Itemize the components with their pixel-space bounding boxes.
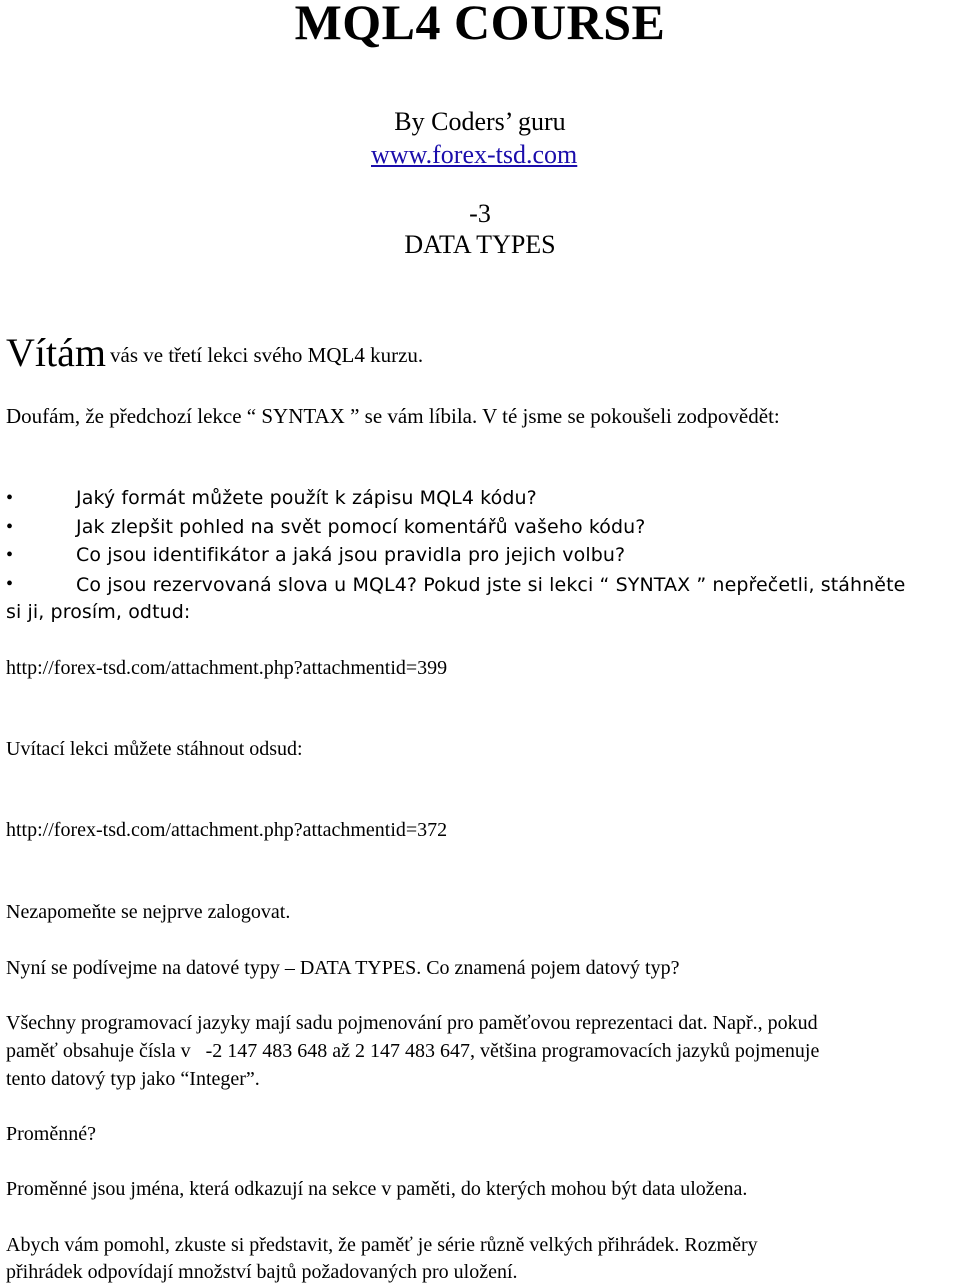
bullet-icon: •	[6, 573, 14, 595]
bullet-item: Jaký formát můžete použít k zápisu MQL4 kódu?	[76, 487, 537, 509]
document-title: MQL4 COURSE	[294, 0, 666, 50]
lesson-title: DATA TYPES	[404, 230, 556, 259]
bullet-item: Jak zlepšit pohled na svět pomocí komentářů vašeho kódu?	[76, 516, 646, 538]
paragraph-line: přihrádek odpovídají množství bajtů požadovaných pro uložení.	[6, 1261, 518, 1283]
intro-big-word: Vítám	[6, 330, 106, 375]
lesson-number: -3	[469, 199, 491, 228]
paragraph-line: paměť obsahuje čísla v -2 147 483 648 až 2 147 483 647, většina programovacích jazyků pojmenuje	[6, 1040, 820, 1062]
bullet-item: Co jsou rezervovaná slova u MQL4?	[76, 574, 418, 596]
welcome-lesson-text: Uvítací lekci můžete stáhnout odsud:	[6, 738, 303, 760]
variables-heading: Proměnné?	[6, 1123, 96, 1145]
author-line: By Coders’ guru	[394, 107, 566, 136]
welcome-lesson-url[interactable]: http://forex-tsd.com/attachment.php?attachmentid=372	[6, 819, 448, 841]
paragraph-line: Všechny programovací jazyky mají sadu pojmenování pro paměťovou reprezentaci dat. Např., pokud	[6, 1012, 818, 1034]
website-link[interactable]: www.forex-tsd.com	[371, 140, 578, 169]
previous-lesson-paragraph: Doufám, že předchozí lekce “ SYNTAX ” se vám líbila. V té jsme se pokoušeli zodpovědět:	[6, 404, 780, 428]
bullet-icon: •	[6, 487, 14, 509]
paragraph-line: tento datový typ jako “Integer”.	[6, 1068, 260, 1090]
bullet-item-tail: Pokud jste si lekci “ SYNTAX ” nepřečetli, stáhněte	[417, 574, 906, 596]
bullet-icon: •	[6, 516, 14, 538]
bullet-item: Co jsou identifikátor a jaká jsou pravidla pro jejich volbu?	[76, 544, 626, 566]
data-types-intro: Nyní se podívejme na datové typy – DATA TYPES. Co znamená pojem datový typ?	[6, 957, 680, 979]
bullet-icon: •	[6, 544, 14, 566]
paragraph-line: Abych vám pomohl, zkuste si představit, že paměť je série různě velkých přihrádek. Rozměry	[6, 1234, 758, 1256]
syntax-lesson-url[interactable]: http://forex-tsd.com/attachment.php?attachmentid=399	[6, 657, 448, 679]
bullet-item-4	[76, 570, 905, 599]
login-reminder: Nezapomeňte se nejprve zalogovat.	[6, 901, 291, 923]
variables-definition: Proměnné jsou jména, která odkazují na sekce v paměti, do kterých mohou být data uložena.	[6, 1178, 748, 1200]
bullet-item-continuation: si ji, prosím, odtud:	[6, 601, 191, 623]
intro-text: vás ve třetí lekci svého MQL4 kurzu.	[110, 343, 424, 367]
